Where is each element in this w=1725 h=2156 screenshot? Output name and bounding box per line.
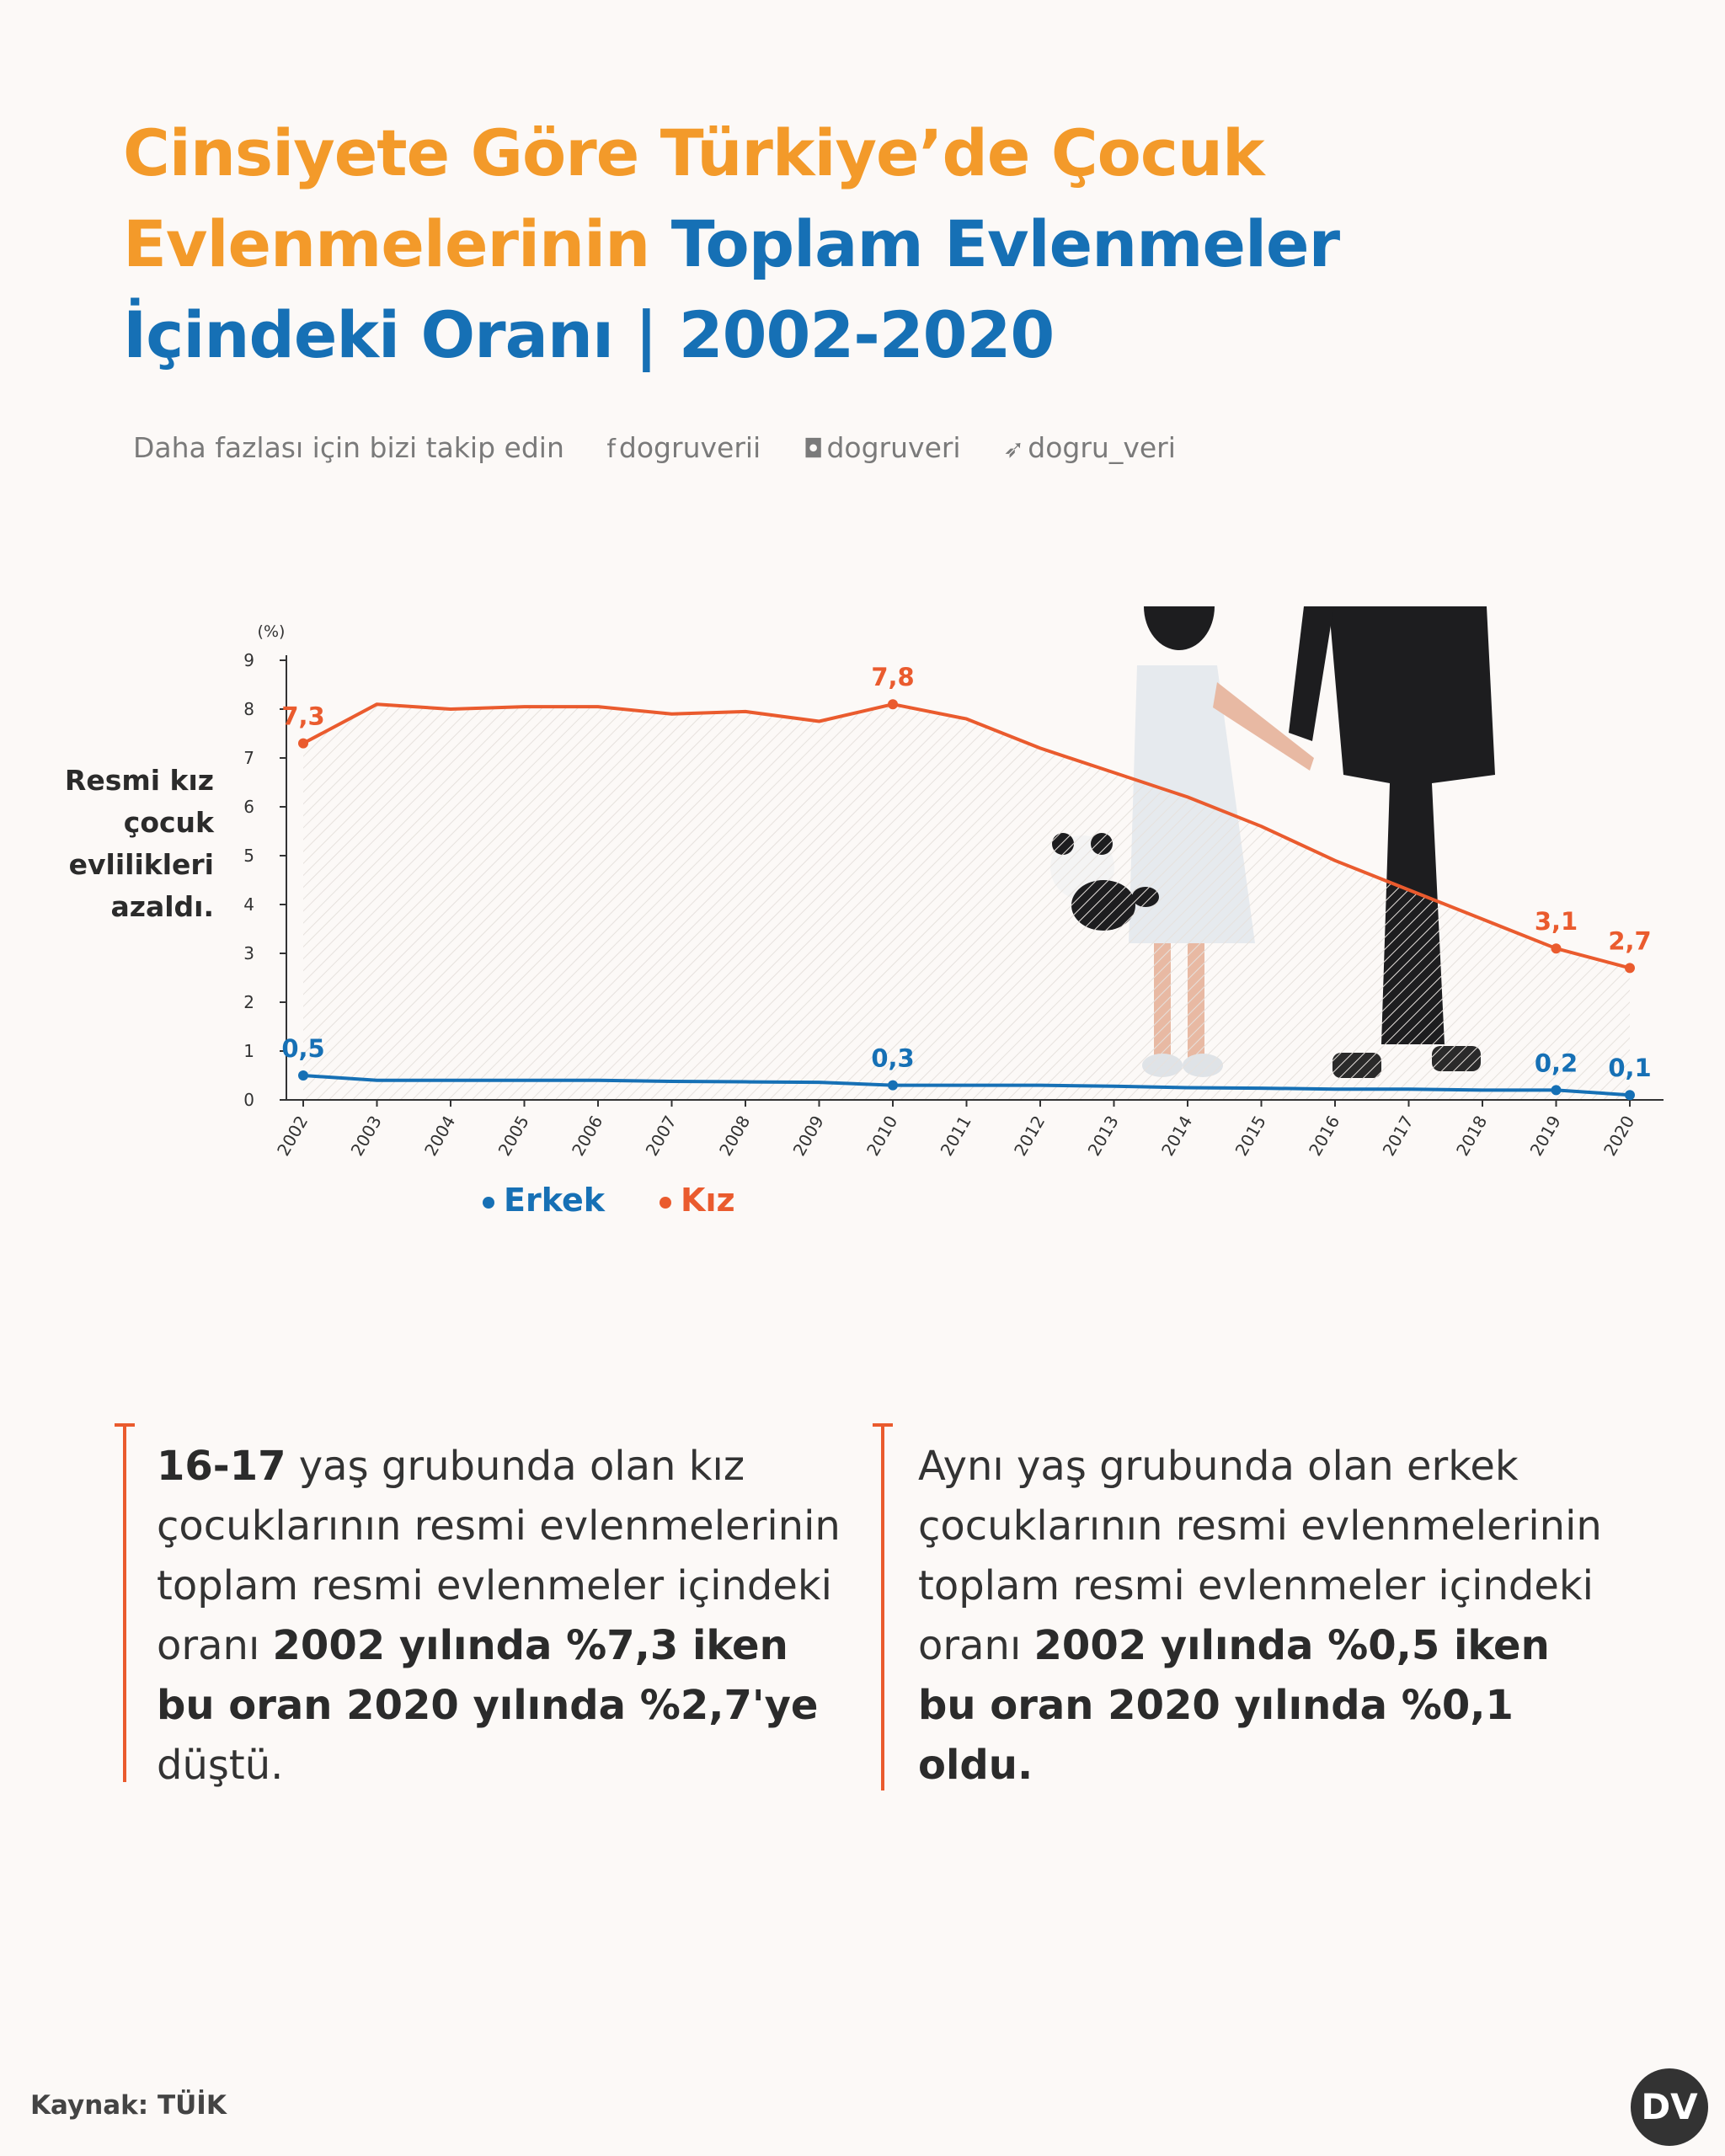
y-tick-label: 7 <box>243 748 254 768</box>
x-tick-label: 2018 <box>1452 1112 1492 1160</box>
x-tick-label: 2020 <box>1599 1112 1639 1160</box>
x-tick-label: 2004 <box>420 1112 460 1160</box>
instagram-handle[interactable]: dogruveri <box>826 431 961 464</box>
y-tick-label: 0 <box>243 1090 254 1110</box>
y-tick-label: 1 <box>243 1041 254 1061</box>
twitter-icon: ➶ <box>1003 435 1025 464</box>
x-tick-label: 2007 <box>641 1112 681 1160</box>
right-callout <box>918 1437 1609 1796</box>
page-title <box>123 108 1386 381</box>
source-note: Kaynak: TÜİK <box>30 2090 227 2121</box>
left-callout-bracket <box>123 1423 126 1782</box>
right-callout-bracket <box>881 1423 884 1790</box>
x-tick-label: 2002 <box>273 1112 312 1160</box>
instagram-icon: ◘ <box>803 435 824 464</box>
x-tick-label: 2009 <box>788 1112 828 1160</box>
right-callout-text-1: Aynı yaş grubunda olan erkek çocuklarının resmi evlenmelerinin toplam resmi evlenmeler içindeki oranı <box>918 1443 1602 1669</box>
line-chart <box>0 606 1725 1263</box>
data-label: 0,5 <box>281 1034 325 1063</box>
left-callout-bold-1: 16-17 <box>157 1443 286 1490</box>
y-tick-label: 8 <box>243 699 254 719</box>
y-tick-label: 9 <box>243 650 254 670</box>
x-tick-label: 2003 <box>346 1112 386 1160</box>
title-part-1: Cinsiyete Göre Türkiye’de Çocuk <box>123 115 1264 190</box>
side-note <box>65 764 215 923</box>
left-callout-bold-2: 2002 yılında %7,3 iken bu oran 2020 yılında %2,7'ye <box>157 1622 819 1729</box>
data-point <box>1551 943 1562 953</box>
side-note-line: Resmi kız <box>64 764 214 797</box>
title-part-4: İçindeki Oranı | 2002-2020 <box>123 297 1055 372</box>
x-tick-label: 2014 <box>1157 1112 1197 1160</box>
data-point <box>888 1081 898 1091</box>
brand-logo: DV <box>1631 2068 1708 2146</box>
data-label: 0,1 <box>1608 1054 1652 1083</box>
right-callout-bold-1: 2002 yılında %0,5 iken bu oran 2020 yılında %0,1 oldu. <box>918 1622 1550 1789</box>
y-tick-label: 6 <box>243 797 254 817</box>
facebook-icon: f <box>606 435 616 464</box>
data-point <box>298 1070 308 1081</box>
x-tick-label: 2015 <box>1231 1112 1270 1160</box>
left-callout <box>157 1437 847 1796</box>
y-tick-label: 3 <box>243 943 254 963</box>
left-callout-text-1: yaş grubunda olan kız çocuklarının resmi evlenmelerinin toplam resmi evlenmeler içindeki oranı <box>157 1443 841 1669</box>
x-tick-label: 2006 <box>568 1112 607 1160</box>
side-note-line: azaldı. <box>110 890 214 923</box>
legend-marker <box>483 1197 494 1209</box>
legend-label: Erkek <box>504 1182 605 1219</box>
x-tick-label: 2011 <box>936 1112 975 1160</box>
legend-marker <box>660 1197 671 1209</box>
data-label: 0,2 <box>1534 1049 1578 1078</box>
data-point <box>1551 1085 1562 1095</box>
twitter-handle[interactable]: dogru_veri <box>1028 431 1176 464</box>
y-tick-label: 2 <box>243 992 254 1012</box>
y-tick-label: 4 <box>243 894 254 915</box>
data-point <box>298 739 308 749</box>
side-note-line: çocuk <box>123 806 214 839</box>
x-tick-label: 2019 <box>1525 1112 1565 1160</box>
x-tick-label: 2013 <box>1083 1112 1123 1160</box>
title-part-2: Evlenmelerinin <box>123 206 650 281</box>
data-point <box>1625 1090 1635 1100</box>
data-label: 7,8 <box>871 663 915 692</box>
social-follow-bar <box>133 431 1210 464</box>
data-label: 0,3 <box>871 1043 915 1073</box>
x-tick-label: 2016 <box>1305 1112 1344 1160</box>
left-callout-text-2: düştü. <box>157 1742 284 1789</box>
y-axis-unit: (%) <box>257 622 286 641</box>
x-tick-label: 2017 <box>1378 1112 1418 1160</box>
data-label: 2,7 <box>1608 926 1652 956</box>
legend-label: Kız <box>681 1182 735 1219</box>
title-part-3: Toplam Evlenmeler <box>670 206 1340 281</box>
x-tick-label: 2012 <box>1010 1112 1049 1160</box>
facebook-handle[interactable]: dogruverii <box>618 431 761 464</box>
data-point <box>888 699 898 709</box>
y-tick-label: 5 <box>243 846 254 866</box>
follow-text: Daha fazlası için bizi takip edin <box>133 431 564 464</box>
side-note-line: evlilikleri <box>68 848 214 881</box>
x-tick-label: 2005 <box>494 1112 533 1160</box>
data-label: 3,1 <box>1534 907 1578 937</box>
x-tick-label: 2010 <box>862 1112 902 1160</box>
data-label: 7,3 <box>281 702 325 731</box>
data-point <box>1625 963 1635 973</box>
x-tick-label: 2008 <box>715 1112 755 1160</box>
